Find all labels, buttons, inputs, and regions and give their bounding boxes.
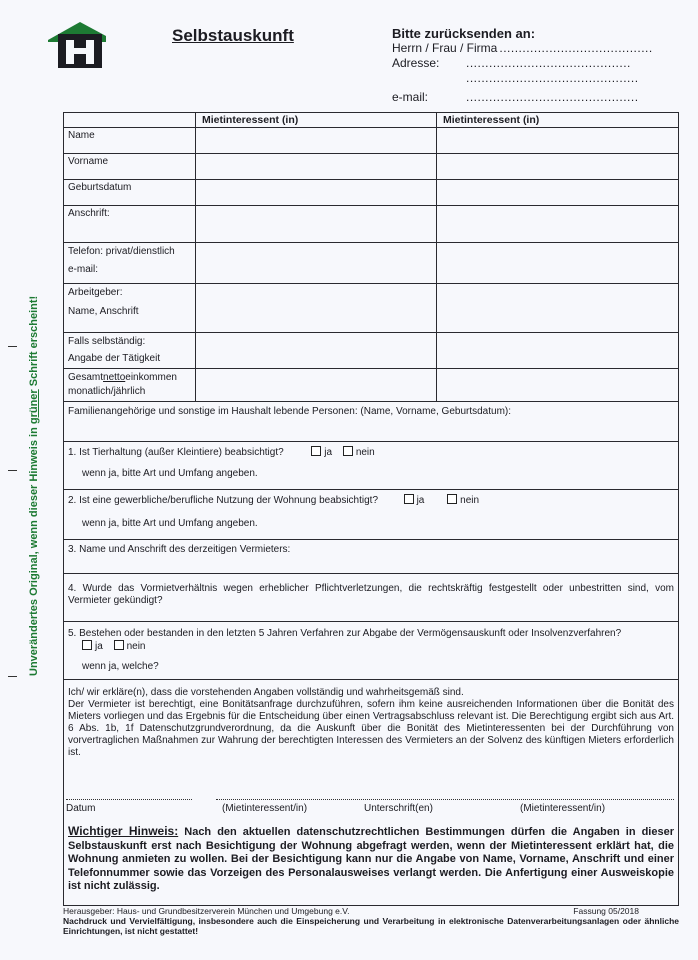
column-header-tenant-2: Mietinteressent (in) [437,113,679,128]
row-label-geburtsdatum: Geburtsdatum [64,180,196,206]
name-field-2[interactable] [437,128,679,154]
signature-field[interactable] [216,799,674,800]
geburtsdatum-field-2[interactable] [437,180,679,206]
address-field-2[interactable]: ............................................. [466,71,639,85]
insolvency-yes-checkbox[interactable]: ja [82,640,103,652]
question-landlord[interactable]: 3. Name und Anschrift des derzeitigen Vermieters: [64,539,678,573]
punch-mark [8,470,17,471]
recipient-label: Herrn / Frau / Firma [392,41,498,55]
important-notice [68,825,674,894]
pets-no-checkbox[interactable]: nein [343,446,375,458]
checkbox-icon [343,446,353,456]
taetigkeit-field-2[interactable] [437,333,679,369]
declaration-section [64,679,678,825]
household-section[interactable]: Familienangehörige und sonstige im Haushalt lebende Personen: (Name, Vorname, Geburtsdatum): [64,401,678,441]
email-label: e-mail: [392,90,429,104]
name-field-1[interactable] [196,128,437,154]
arbeitgeber-field-2[interactable] [437,284,679,333]
tenant-1-label: (Mietinteressent/in) [222,803,308,814]
pets-yes-checkbox[interactable]: ja [311,446,332,458]
row-label-name: Name [64,128,196,154]
einkommen-field-1[interactable] [196,369,437,402]
insolvency-no-checkbox[interactable]: nein [114,640,146,652]
row-label-contact: Telefon: privat/dienstlich e-mail: [64,243,196,284]
checkbox-icon [404,494,414,504]
tenant-2-label: (Mietinteressent/in) [520,803,606,814]
notice-heading: Wichtiger Hinweis: [68,824,179,838]
declaration-line: Ich/ wir erkläre(n), dass die vorstehenden Angaben vollständig und wahrheitsgemäß sind. [68,687,464,698]
anschrift-field-1[interactable] [196,206,437,243]
geburtsdatum-field-1[interactable] [196,180,437,206]
notice-text: Nach den aktuellen datenschutzrechtlichen Bestimmungen dürfen die Angaben in dieser Selbstauskunft erst nach Besichtigung der Wohnung abgefragt werden, wenn der Mietinteressent erklärt hat, die Wohnung anmieten zu wollen. Bei der Besichtigung kann nur die Angabe von Name, Vorname, Anschrift und einer Telefonnummer sowie das Vorzeigen des Personalausweises verlangt werden. Die Anfertigung einer Ausweiskopie ist nicht zulässig. [68,826,674,892]
publisher: Herausgeber: Haus- und Grundbesitzerverein München und Umgebung e.V. [63,906,350,916]
version: Fassung 05/2018 [573,906,639,916]
checkbox-icon [311,446,321,456]
tenant-table [63,112,679,402]
checkbox-icon [114,640,124,650]
punch-mark [8,676,17,677]
taetigkeit-field-1[interactable] [196,333,437,369]
row-label-einkommen: Gesamtnettoeinkommen monatlich/jährlich [64,369,196,402]
date-label: Datum [66,803,96,814]
einkommen-field-2[interactable] [437,369,679,402]
contact-field-2[interactable] [437,243,679,284]
vorname-field-2[interactable] [437,154,679,180]
email-field[interactable]: ............................................. [466,90,639,104]
recipient-field[interactable]: ........................................ [499,41,653,55]
anschrift-field-2[interactable] [437,206,679,243]
business-no-checkbox[interactable]: nein [447,494,479,506]
credit-check-consent: Der Vermieter ist berechtigt, eine Bonitätsanfrage durchzuführen, sofern ihm keine ausreichenden Informationen über die Bonität des Mieters vorliegen und das Ergebnis für die Entscheidung über einen Vertragsabschluss relevant ist. Die Berechtigung ergibt sich aus Art. 6 Abs. 1b, 1f Datenschutzgrundverordnung, da die Auskunft über die Bonität des Mietinteressenten bei der Durchführung von vorvertraglichen Maßnahmen zur Wahrung der berechtigten Interessen des Vermieters an der Solvenz des künftigen Mieters erforderlich ist. [68,699,674,758]
date-field[interactable] [66,799,192,800]
address-label: Adresse: [392,56,440,70]
footer [63,906,679,936]
business-yes-checkbox[interactable]: ja [404,494,425,506]
contact-field-1[interactable] [196,243,437,284]
return-address-block [392,26,653,105]
address-field-1[interactable]: ........................................... [466,56,631,70]
question-pets: 1. Ist Tierhaltung (außer Kleintiere) beabsichtigt? ja nein wenn ja, bitte Art und Umfang angeben. [64,441,678,489]
copyright-notice: Nachdruck und Vervielfältigung, insbesondere auch die Einspeicherung und Verarbeitung in elektronische Datenverarbeitungsanlagen oder ähnliche Einrichtungen, ist nicht gestattet! [63,916,679,936]
question-termination[interactable]: 4. Wurde das Vormietverhältnis wegen erheblicher Pflichtverletzungen, die rechtskräftig festgestellt oder unbestritten sind, vom Vermieter gekündigt? [64,573,678,621]
vorname-field-1[interactable] [196,154,437,180]
arbeitgeber-field-1[interactable] [196,284,437,333]
form-body [63,112,679,906]
row-label-arbeitgeber: Arbeitgeber: Name, Anschrift [64,284,196,333]
question-insolvency: 5. Bestehen oder bestanden in den letzten 5 Jahren Verfahren zur Abgabe der Vermögensauskunft oder Insolvenzverfahren? ja nein wenn ja, welche? [64,621,678,679]
checkbox-icon [447,494,457,504]
signature-label: Unterschrift(en) [364,803,433,814]
checkbox-icon [82,640,92,650]
question-business-use: 2. Ist eine gewerbliche/berufliche Nutzung der Wohnung beabsichtigt? ja nein wenn ja, bitte Art und Umfang angeben. [64,489,678,539]
row-label-anschrift: Anschrift: [64,206,196,243]
column-header-tenant-1: Mietinteressent (in) [196,113,437,128]
row-label-vorname: Vorname [64,154,196,180]
row-label-selbstaendig: Falls selbständig: Angabe der Tätigkeit [64,333,196,369]
return-heading: Bitte zurücksenden an: [392,26,536,41]
form-title: Selbstauskunft [172,26,294,45]
punch-mark [8,346,17,347]
association-logo [44,18,110,70]
authenticity-note: Unverändertes Original, wenn dieser Hinweis in grüner Schrift erscheint! [28,295,40,676]
